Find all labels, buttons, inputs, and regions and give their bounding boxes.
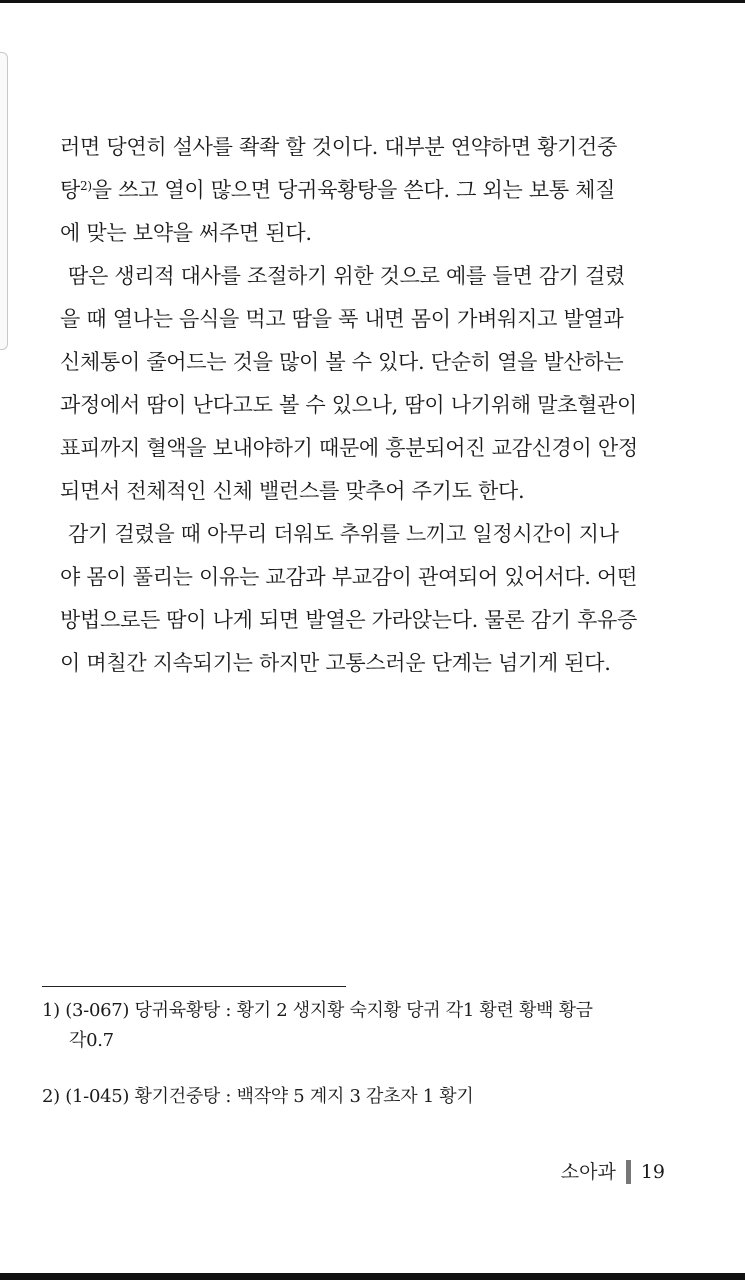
footnote-ref[interactable]: 2) xyxy=(80,179,92,193)
page-footer xyxy=(561,1158,665,1186)
section-name: 소아과 xyxy=(560,1161,616,1183)
scroll-tab[interactable] xyxy=(0,52,8,350)
text-line: 되면서 전체적인 신체 밸런스를 맞추어 주기도 한다. xyxy=(60,479,525,503)
footnote-2: 2) (1-045) 황기건중탕 : 백작약 5 계지 3 감초자 1 황기 xyxy=(42,1086,474,1107)
text-line: 야 몸이 풀리는 이유는 교감과 부교감이 관여되어 있어서다. 어떤 xyxy=(60,565,638,589)
top-border xyxy=(0,0,745,3)
footer-separator-bar xyxy=(626,1160,631,1184)
footnotes xyxy=(42,996,667,1112)
footnote-divider xyxy=(42,986,346,987)
text-line: 이 며칠간 지속되기는 하지만 고통스러운 단계는 넘기게 된다. xyxy=(60,651,611,675)
text-line: 방법으로든 땀이 나게 되면 발열은 가라앉는다. 물론 감기 후유증 xyxy=(60,608,638,632)
text-line: 을 때 열나는 음식을 먹고 땀을 푹 내면 몸이 가벼워지고 발열과 xyxy=(60,307,624,331)
text-line: 러면 당연히 설사를 좍좍 할 것이다. 대부분 연약하면 황기건중 xyxy=(60,135,618,159)
page-number: 19 xyxy=(640,1161,665,1183)
paragraph-start-line: 땀은 생리적 대사를 조절하기 위한 것으로 예를 들면 감기 걸렸 xyxy=(68,264,626,288)
body-text xyxy=(60,126,670,685)
footnote-1: 1) (3-067) 당귀육황탕 : 황기 2 생지황 숙지황 당귀 각1 황련 황백 황금 xyxy=(42,1000,593,1021)
text-line: 신체통이 줄어드는 것을 많이 볼 수 있다. 단순히 열을 발산하는 xyxy=(60,350,624,374)
text-line: 탕$^{2)}$을 쓰고 열이 많으면 당귀육황탕을 쓴다. 그 외는 보통 체질 xyxy=(60,178,616,202)
text-line: 에 맞는 보약을 써주면 된다. xyxy=(60,221,312,245)
text-line: 표피까지 혈액을 보내야하기 때문에 흥분되어진 교감신경이 안정 xyxy=(60,436,638,460)
paragraph-start-line: 감기 걸렸을 때 아무리 더워도 추위를 느끼고 일정시간이 지나 xyxy=(68,522,619,546)
text-line: 과정에서 땀이 난다고도 볼 수 있으나, 땀이 나기위해 말초혈관이 xyxy=(60,393,638,417)
bottom-border xyxy=(0,1273,745,1280)
footnote-1-continuation: 각0.7 xyxy=(69,1030,114,1051)
